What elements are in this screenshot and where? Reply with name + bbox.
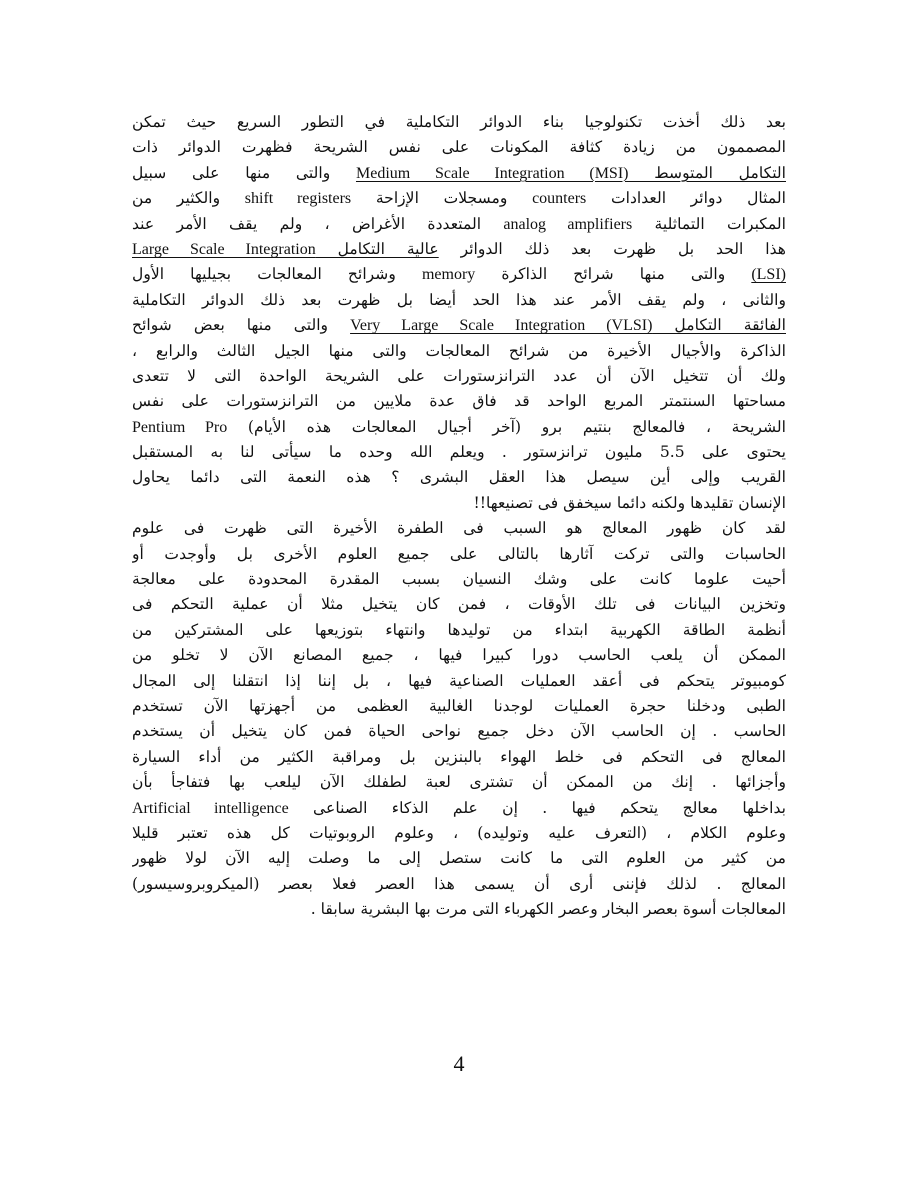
english-term: (LSI) — [751, 266, 786, 284]
text-segment: الفائقة التكامل — [652, 316, 786, 335]
text-line — [132, 212, 786, 237]
text-segment: المثال دوائر العدادات — [586, 189, 786, 208]
english-term: shift registers — [244, 190, 352, 208]
text-line: القريب وإلى أين سيصل هذا العقل البشرى ؟ هذه النعمة التى دائما يحاول — [132, 468, 786, 487]
text-line — [132, 262, 786, 287]
text-segment: ومسجلات الإزاحة — [351, 189, 533, 208]
text-segment: المتعددة الأغراض ، ولم يقف الأمر عند — [132, 214, 504, 233]
text-segment: الشريحة ، فالمعالج بنتيم برو (آخر أجيال المعالجات هذه الأيام) — [227, 417, 786, 436]
text-segment: والكثير من — [132, 189, 245, 208]
body-text — [132, 110, 786, 923]
english-term: Large Scale Integration — [132, 240, 316, 258]
text-segment: التكامل المتوسط — [628, 163, 786, 182]
text-line: كومبيوتر يتحكم فى أعقد العمليات الصناعية فيها ، بل إننا إذا انتقلنا إلى المجال — [132, 671, 786, 690]
text-line: أنظمة الطاقة الكهربية ابتداء من توليدها وانتهاء بتوزيعها على المشتركين من — [132, 620, 786, 639]
text-line: مساحتها السنتمتر المربع الواحد قد فاق عدة ملايين من الترانزستورات على نفس — [132, 392, 786, 411]
text-segment: والتى منها بعض شوائح — [132, 316, 351, 335]
text-line — [132, 186, 786, 211]
english-term: analog amplifiers — [503, 215, 633, 233]
text-line: من كثير من العلوم التى ما كانت ستصل إلى ما وصلت إليه الآن لولا ظهور — [132, 849, 786, 868]
text-line: لقد كان ظهور المعالج هو السبب فى الطفرة الأخيرة التى ظهرت فى علوم — [132, 519, 786, 538]
text-line: أحيت علوما كانت على وشك النسيان بسبب المقدرة المحدودة على معالجة — [132, 570, 786, 589]
text-line: الحاسب . إن الحاسب الآن دخل جميع نواحى الحياة فمن كان يتخيل أن يستخدم — [132, 722, 786, 741]
text-line — [132, 796, 786, 821]
text-line — [132, 161, 786, 186]
text-line: الذاكرة والأجيال الأخيرة من شرائح المعالجات والتى منها الجيل الثالث والرابع ، — [132, 341, 786, 360]
text-line: الممكن أن يلعب الحاسب دورا كبيرا فيها ، جميع المصانع الآن لا تخلو من — [132, 646, 786, 665]
text-line — [132, 237, 786, 262]
text-line: المعالجات أسوة بعصر البخار وعصر الكهرباء التى مرت بها البشرية سابقا . — [310, 900, 786, 919]
text-segment: المكبرات التماثلية — [632, 214, 786, 233]
english-term: memory — [421, 266, 476, 284]
english-term: Very Large Scale Integration (VLSI) — [350, 317, 653, 335]
text-segment: والتى منها على سبيل — [132, 163, 356, 182]
text-line — [132, 313, 786, 338]
text-line: والثانى ، ولم يقف الأمر عند هذا الحد أيضا بل ظهرت بعد ذلك الدوائر التكاملية — [132, 290, 786, 309]
text-segment: عالية التكامل — [315, 239, 439, 258]
text-line: وتخزين البيانات فى تلك الأوقات ، فمن كان يتخيل مثلا أن عملية التحكم فى — [132, 595, 786, 614]
text-line: الحاسبات والتى تركت آثارها بالتالى على جميع العلوم الأخرى بل وأوجدت أو — [132, 544, 786, 563]
text-line: ولك أن تتخيل الآن أن عدد الترانزستورات على الشريحة الواحدة التى لا تتعدى — [132, 366, 786, 385]
text-segment: هذا الحد بل ظهرت بعد ذلك الدوائر — [438, 239, 786, 258]
text-line: يحتوى على 5.5 مليون ترانزستور . ويعلم الله وحده ما سيأتى لنا به المستقبل — [132, 443, 786, 462]
text-line — [132, 415, 786, 440]
text-line: وعلوم الكلام ، (التعرف عليه وتوليده) ، وعلوم الروبوتيات كل هذه تعتبر قليلا — [132, 823, 786, 842]
english-term: Artificial intelligence — [132, 799, 289, 817]
english-term: Pentium Pro — [132, 418, 228, 436]
english-term: Medium Scale Integration (MSI) — [355, 164, 629, 182]
text-line: المعالج . لذلك فإننى أرى أن يسمى هذا العصر فعلا بعصر (الميكروبروسيسور) — [132, 874, 786, 893]
page-number: 4 — [453, 1051, 465, 1076]
text-line: المصممون من زيادة كثافة المكونات على نفس الشريحة فظهرت الدوائر ذات — [132, 138, 786, 157]
text-line: الإنسان تقليدها ولكنه دائما سيخفق فى تصنيعها!! — [473, 493, 786, 512]
text-segment: بداخلها معالج يتحكم فيها . إن علم الذكاء الصناعى — [288, 798, 786, 817]
text-line: الطبى ودخلنا حجرة العمليات لوجدنا الغالبية العظمى من أجهزتها الآن تستخدم — [132, 696, 786, 715]
text-segment: والتى منها شرائح الذاكرة — [475, 265, 752, 284]
text-segment: وشرائح المعالجات بجيليها الأول — [132, 265, 422, 284]
text-line: وأجزائها . إنك من الممكن أن تشترى لعبة لطفلك الآن ليلعب بها فتفاجأ بأن — [132, 773, 786, 792]
text-line: بعد ذلك أخذت تكنولوجيا بناء الدوائر التكاملية في التطور السريع حيث تمكن — [132, 113, 786, 131]
text-line: المعالج فى التحكم فى خلط الهواء بالبنزين بل ومراقبة الكثير من أداء السيارة — [132, 747, 786, 766]
english-term: counters — [532, 190, 587, 208]
